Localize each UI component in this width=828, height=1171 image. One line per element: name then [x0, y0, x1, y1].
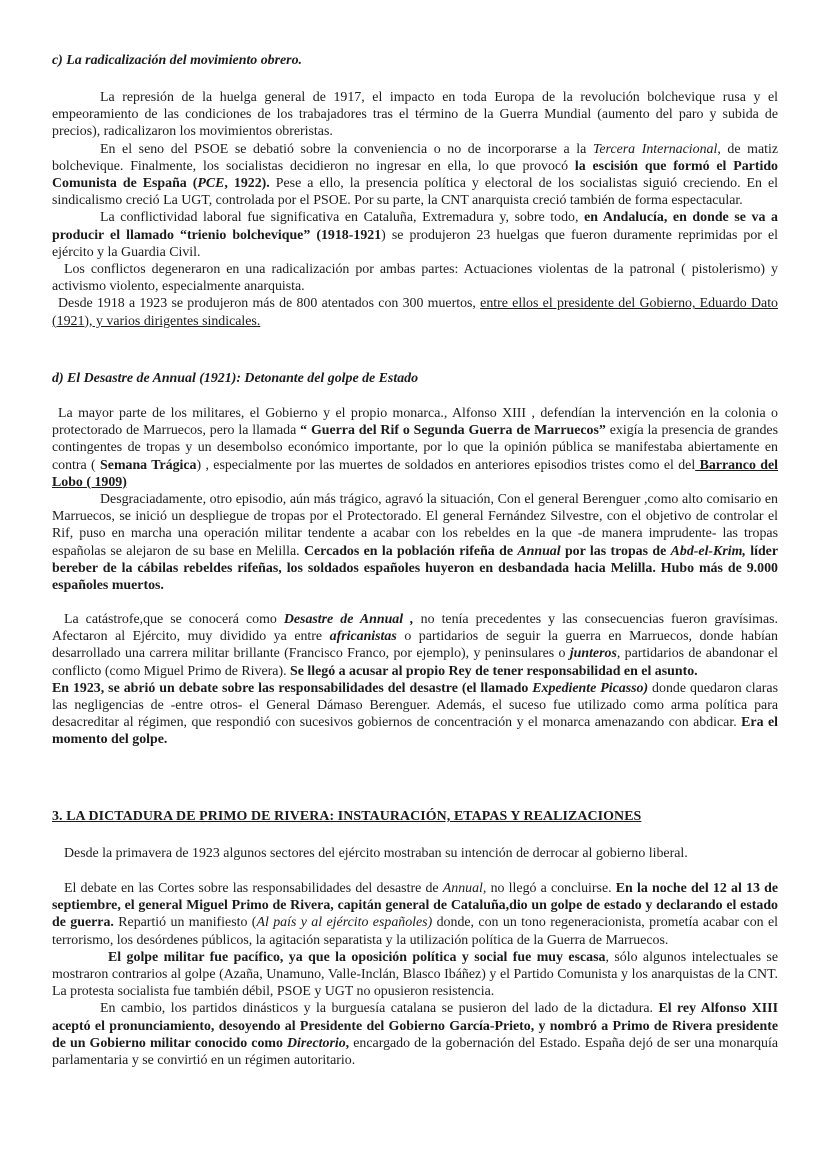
paragraph-32: El debate en las Cortes sobre las responsabilidades del desastre de Annual, no llegó a concluirse. En la noche del 12 al 13 de septiembre, el general Miguel Primo de Rivera, capitán general de Cataluña,dio un golpe de estado y declarando el estado de guerra. Repartió un manifiesto (Al país y al ejército españoles) donde, con un tono regeneracionista, prometía acabar con el terrorismo, los desórdenes públicos, la agitación separatista y la utilización política de la Guerra de Marruecos. — [52, 881, 779, 948]
section-3-body — [52, 880, 778, 1069]
section-3-heading — [52, 808, 778, 825]
paragraph-34: En cambio, los partidos dinásticos y la burguesía catalana se pusieron del lado de la dictadura. El rey Alfonso XIII aceptó el pronunciamiento, desoyendo al Presidente del Gobierno García-Prieto, y nombró a Primo de Rivera presidente de un Gobierno militar conocido como Directorio, encargado de la gobernación del Estado. España dejó de ser una monarquía parlamentaria y se convirtió en un régimen autoritario. — [52, 1001, 778, 1069]
paragraph-c1: La represión de la huelga general de 1917, el impacto en toda Europa de la revolución bolchevique rusa y el empeoramiento de las condiciones de los trabajadores tras el término de la Guerra Mundial (aumento del paro y subida de precios), radicalizaron los movimientos obreristas. — [52, 90, 778, 140]
paragraph-d3: La catástrofe,que se conocerá como Desastre de Annual , no tenía precedentes y las consecuencias fueron gravísimas. Afectaron al Ejército, muy dividido ya entre africanistas o partidarios de seguir la guerra en Marruecos, donde habían desarrollado una carrera militar brillante (Francisco Franco, por ejemplo), y peninsulares o junteros, partidarios de abandonar el conflicto (como Miguel Primo de Rivera). Se llegó a acusar al propio Rey de tener responsabilidad en el asunto. — [52, 612, 778, 679]
paragraph-31: Desde la primavera de 1923 algunos sectores del ejército mostraban su intención de derrocar al gobierno liberal. — [64, 846, 688, 861]
paragraph-c3: La conflictividad laboral fue significativa en Cataluña, Extremadura y, sobre todo, en Andalucía, en donde se va a producir el llamado “trienio bolchevique” (1918-1921) se produjeron 23 huelgas que fueron duramente reprimidas por el ejército y la Guardia Civil. — [52, 210, 779, 260]
paragraph-c5: Desde 1918 a 1923 se produjeron más de 800 atentados con 300 muertos, entre ellos el presidente del Gobierno, Eduardo Dato (1921), y varios dirigentes sindicales. — [52, 296, 778, 329]
section-3-intro — [52, 845, 778, 862]
paragraph-d4: En 1923, se abrió un debate sobre las responsabilidades del desastre (el llamado Expediente Picasso) donde quedaron claras las negligencias de -entre otros- el General Dámaso Berenguer. Además, el suceso fue utilizado como arma política para desacreditar al régimen, que respondió con sucesivos gobiernos de concentración y el monarca amenazando con abdicar. Era el momento del golpe. — [52, 680, 778, 748]
paragraph-c4: Los conflictos degeneraron en una radicalización por ambas partes: Actuaciones violentas de la patronal ( pistolerismo) y activismo violento, especialmente anarquista. — [52, 262, 778, 295]
heading-desastre-annual: d) El Desastre de Annual (1921): Detonante del golpe de Estado — [52, 371, 419, 386]
paragraph-33: El golpe militar fue pacífico, ya que la oposición política y social fue muy escasa, sólo algunos intelectuales se mostraron contrarios al golpe (Azaña, Unamuno, Valle-Inclán, Blasco Ibáñez) y el Partido Comunista y los anarquistas de la CNT. La protesta socialista fue también débil, PSOE y UGT no opusieron resistencia. — [52, 949, 778, 1000]
heading-dictadura: 3. LA DICTADURA DE PRIMO DE RIVERA: INSTAURACIÓN, ETAPAS Y REALIZACIONES — [52, 809, 642, 824]
paragraph-d2: Desgraciadamente, otro episodio, aún más trágico, agravó la situación, Con el general Berenguer ,como alto comisario en Marruecos, se inició un despliegue de tropas por el Protectorado. El general Fernández Silvestre, con el objetivo de controlar el Rif, puso en marcha una operación militar tendente a acabar con los rebeldes en la que -de manera imprudente- las tropas españolas se alejaron de su base en Melilla. Cercados en la población rifeña de Annual por las tropas de Abd-el-Krim, líder bereber de la cábilas rebeldes rifeñas, los soldados españoles huyeron en desbandada hacia Melilla. Hubo más de 9.000 españoles muertos. — [52, 492, 779, 594]
section-c-body — [52, 89, 778, 330]
section-d-body — [52, 405, 778, 594]
section-d-body-2 — [52, 611, 778, 749]
paragraph-c2: En el seno del PSOE se debatió sobre la conveniencia o no de incorporarse a la Tercera Internacional, de matiz bolchevique. Finalmente, los socialistas decidieron no ingresar en ella, lo que provocó la escisión que formó el Partido Comunista de España (PCE, 1922). Pese a ello, la presencia política y electoral de los socialistas siguió creciendo. En el sindicalismo creció La UGT, controlada por el PSOE. Por su parte, la CNT anarquista creció también de forma espectacular. — [52, 141, 779, 209]
heading-radicalizacion: c) La radicalización del movimiento obrero. — [52, 53, 303, 68]
paragraph-d1: La mayor parte de los militares, el Gobierno y el propio monarca., Alfonso XIII , defendían la intervención en la colonia o protectorado de Marruecos, pero la llamada “ Guerra del Rif o Segunda Guerra de Marruecos” exigía la presencia de grandes contingentes de tropas y un desembolso económico importante, por lo que la opinión pública se manifestaba abiertamente en contra ( Semana Trágica) , especialmente por las muertes de soldados en anteriores episodios tristes como el del Barranco del Lobo ( 1909) — [52, 406, 778, 490]
section-c-heading — [52, 52, 778, 69]
section-d-heading — [52, 370, 778, 387]
